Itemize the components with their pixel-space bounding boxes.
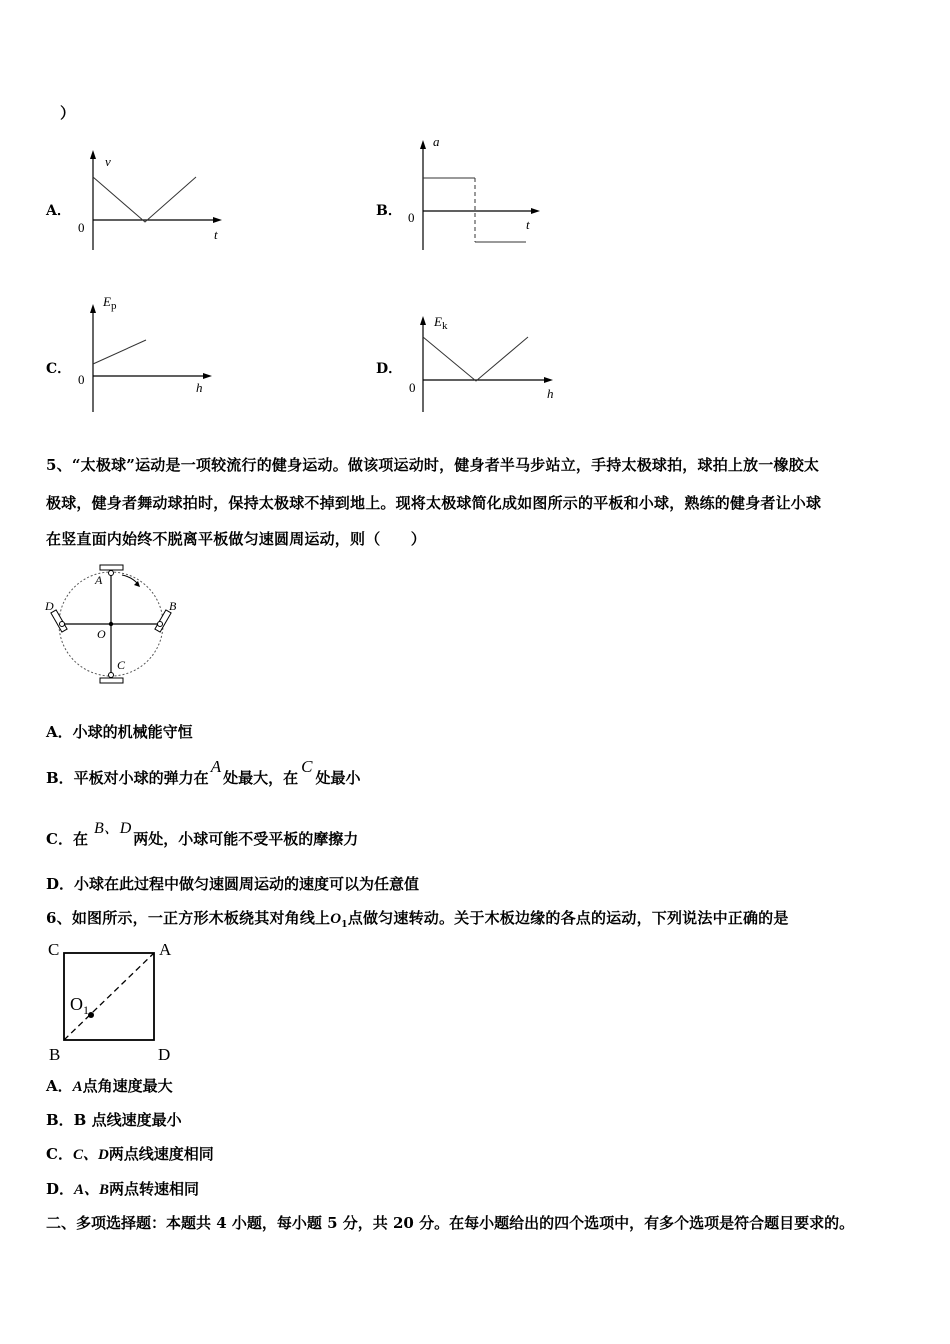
graph-d-ylabel-sub: k — [441, 320, 448, 332]
q4-graph-c — [70, 288, 230, 418]
q6-stem-pre: 6、如图所示，一正方形木板绕其对角线上 — [46, 909, 331, 927]
q6-square-figure — [42, 936, 192, 1066]
q5-option-c-post: 两处，小球可能不受平板的摩擦力 — [133, 830, 359, 848]
q6-option-c — [46, 1143, 214, 1164]
q6-stem-var: O — [330, 911, 342, 927]
q4-option-c-letter: C． — [46, 361, 72, 377]
q5-option-c-var: B、D — [93, 820, 132, 837]
q4-option-b-letter: B． — [376, 203, 402, 219]
graph-b-ylabel: a — [433, 134, 440, 149]
graph-c-origin: 0 — [78, 372, 85, 387]
q4-option-a-letter: A． — [46, 203, 71, 219]
q4-graph-b — [398, 128, 568, 258]
q6-option-b: B．B 点线速度最小 — [46, 1111, 182, 1129]
graph-c-ylabel-sub: p — [110, 300, 117, 312]
q6-label-c: C — [48, 940, 60, 959]
q5-label-c: C — [117, 658, 126, 672]
q5-option-b-var2: C — [301, 757, 313, 776]
q6-stem-sub: 1 — [341, 920, 348, 930]
q6-label-o: O — [70, 994, 83, 1014]
q6-stem-post: 点做匀速转动。关于木板边缘的各点的运动，下列说法中正确的是 — [347, 909, 789, 927]
graph-d-xlabel: h — [547, 386, 554, 401]
q5-label-o: O — [97, 627, 106, 641]
q6-option-a — [46, 1075, 173, 1096]
svg-text:Ep — [102, 294, 117, 312]
q4-graph-a — [70, 140, 240, 260]
graph-a-ylabel: v — [105, 154, 111, 169]
q5-stem-line2: 极球，健身者舞动球拍时，保持太极球不掉到地上。现将太极球简化成如图所示的平板和小球，熟练的健身者让小球 — [46, 494, 822, 512]
q5-option-c-pre: C．在 — [46, 830, 88, 848]
q5-option-d: D．小球在此过程中做匀速圆周运动的速度可以为任意值 — [46, 875, 420, 893]
section-2-heading: 二、多项选择题：本题共 4 小题，每小题 5 分，共 20 分。在每小题给出的四个选项中，有多个选项是符合题目要求的。 — [46, 1214, 855, 1232]
q6-option-c-post: 两点线速度相同 — [108, 1145, 214, 1163]
graph-c-ylabel: E — [103, 294, 111, 309]
q5-option-b-mid: 处最大，在 — [223, 769, 299, 787]
graph-d-origin: 0 — [409, 380, 416, 395]
q4-graph-d — [398, 300, 568, 418]
q5-option-b-post: 处最小 — [315, 769, 361, 787]
q6-stem — [46, 907, 789, 930]
svg-text:O1 — [70, 994, 89, 1017]
q6-label-a: A — [159, 940, 172, 959]
q5-label-a: A — [95, 573, 103, 587]
q5-option-a: A．小球的机械能守恒 — [46, 723, 193, 741]
graph-c-xlabel: h — [196, 380, 203, 395]
q6-label-o-sub: 1 — [83, 1003, 89, 1017]
q6-option-c-var: C、D — [72, 1147, 109, 1163]
q6-option-d-var: A、B — [74, 1182, 110, 1198]
q5-option-b — [46, 757, 361, 788]
q5-option-b-var1: A — [210, 757, 222, 776]
q6-option-d — [46, 1178, 199, 1199]
q5-option-c — [46, 820, 359, 849]
q6-option-d-post: 两点转速相同 — [109, 1180, 200, 1198]
q5-option-b-pre: B．平板对小球的弹力在 — [46, 769, 209, 787]
graph-b-xlabel: t — [526, 217, 530, 232]
q6-option-a-var: A — [72, 1079, 83, 1095]
q6-option-c-pre: C． — [46, 1145, 73, 1163]
svg-text:Ek — [433, 314, 448, 332]
q4-trailing-paren: ） — [60, 104, 76, 122]
q5-stem-line3: 在竖直面内始终不脱离平板做匀速圆周运动，则（ ） — [46, 530, 427, 548]
q4-option-d-letter: D． — [376, 361, 403, 377]
q6-option-a-pre: A． — [46, 1077, 73, 1095]
q5-tai-chi-figure — [40, 560, 190, 690]
q5-label-b: B — [169, 599, 177, 613]
q5-stem-line1: 5、“太极球”运动是一项较流行的健身运动。做该项运动时，健身者半马步站立，手持太极球拍，球拍上放一橡胶太 — [46, 456, 820, 474]
graph-d-ylabel: E — [434, 314, 442, 329]
graph-b-origin: 0 — [408, 210, 415, 225]
graph-a-origin: 0 — [78, 220, 85, 235]
graph-a-xlabel: t — [214, 227, 218, 242]
q6-option-a-post: 点角速度最大 — [82, 1077, 173, 1095]
q6-option-d-pre: D． — [46, 1180, 75, 1198]
q5-label-d: D — [45, 599, 54, 613]
q6-label-b: B — [49, 1045, 61, 1064]
q6-label-d: D — [158, 1045, 171, 1064]
